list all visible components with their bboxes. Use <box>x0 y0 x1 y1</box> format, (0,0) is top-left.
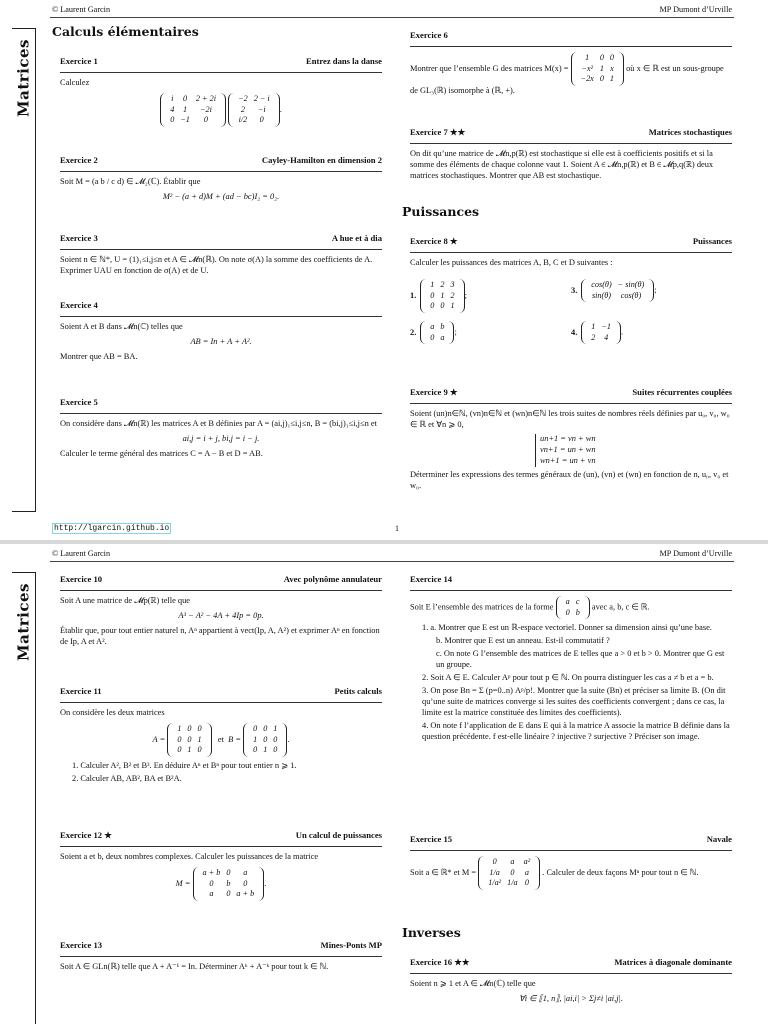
question-1c: c. On note G l’ensemble des matrices de E telles que a > 0 et b > 0. Montrer que G est un groupe. <box>436 649 725 670</box>
exercise-formula: A³ − A² − 4A + 4Ip = 0p. <box>178 611 264 621</box>
exercise-9 <box>410 387 732 492</box>
question-2: 2. Calculer AB, AB², BA et B²A. <box>72 773 182 783</box>
exercise-13 <box>60 940 382 973</box>
exercise-text: Montrer que l’ensemble G des matrices M(x) = <box>410 64 569 74</box>
matrix-a-item: 1. 1 2 3 0 1 2 0 0 1 ; <box>410 279 571 313</box>
exercise-formula: ai,j = i + j, bi,j = i − j. <box>182 434 260 444</box>
exercise-text-2: Montrer que AB = BA. <box>60 352 138 362</box>
matrix-form: a c 0 b <box>556 596 590 619</box>
exercise-text-2: Établir que, pour tout entier naturel n, Aⁿ appartient à vect(Ip, A, A²) et exprimer Aⁿ en fonction de Ip, A et A². <box>60 626 380 646</box>
exercise-number: Exercice 9 ★ <box>410 387 458 397</box>
section-title-inverses: Inverses <box>402 925 461 940</box>
exercise-title: A hue et à dia <box>331 233 382 243</box>
matrix-c-item: 3. cos(θ) − sin(θ) sin(θ) cos(θ) ; <box>571 279 732 313</box>
exercise-text-2: avec a, b, c ∈ ℝ. <box>591 602 650 612</box>
exercise-text: Calculer les puissances des matrices A, B, C et D suivantes : <box>410 258 613 268</box>
exercise-number: Exercice 8 ★ <box>410 236 458 246</box>
exercise-number: Exercice 2 <box>60 155 98 165</box>
exercise-number: Exercice 15 <box>410 834 453 844</box>
exercise-title: Puissances <box>692 236 732 246</box>
exercise-number: Exercice 11 <box>60 686 102 696</box>
page-header <box>52 5 732 16</box>
exercise-11: Exercice 11 Petits calculs On considère les deux matrices A = 1 0 0 0 0 1 0 1 0 et B = 0 0 1 1 0 0 0 1 0 . 1. Calculer A², B² et B³. En déduire Aⁿ et Bⁿ pour tout entier n ⩾ 1. 2. Calculer AB, AB², BA et B²A. <box>60 686 382 783</box>
matrix-m: 0 a a² 1/a 0 a 1/a² 1/a 0 <box>478 856 540 890</box>
exercise-number: Exercice 13 <box>60 940 103 950</box>
header-rule <box>50 17 734 18</box>
header-school: MP Dumont d’Urville <box>659 549 732 558</box>
exercise-formula: M² − (a + d)M + (ad − bc)I₂ = 0₂. <box>162 192 280 202</box>
exercise-title: Cayley-Hamilton en dimension 2 <box>261 155 382 165</box>
side-tab <box>12 572 36 1024</box>
exercise-title: Petits calculs <box>334 686 382 696</box>
exercise-1: Exercice 1 Entrez dans la danse Calculez i 0 2 + 2i 4 1 −2i 0 −1 0 −2 2 − i 2 −i i/2 0 . <box>60 56 382 127</box>
section-title-puissances: Puissances <box>402 204 480 219</box>
exercise-number: Exercice 5 <box>60 397 98 407</box>
question-1a: 1. a. Montrer que E est un ℝ-espace vectoriel. Donner sa dimension ainsi qu’une base. <box>422 623 712 633</box>
question-2: 2. Soit A ∈ E. Calculer Aᵖ pour tout p ∈ ℕ. On pourra distinguer les cas a ≠ b et a = b. <box>422 673 714 683</box>
exercise-title: Mines-Ponts MP <box>320 940 382 950</box>
matrix-m: a + b 0 a 0 b 0 a 0 a + b <box>193 867 265 901</box>
header-school: MP Dumont d’Urville <box>659 5 732 14</box>
matrix-a: 1 0 0 0 0 1 0 1 0 <box>167 723 211 757</box>
header-author: © Laurent Garcin <box>52 5 111 14</box>
matrix-b: 0 0 1 1 0 0 0 1 0 <box>243 723 287 757</box>
exercise-text: Soit M = (a b / c d) ∈ 𝓜₂(ℂ). Établir que <box>60 177 201 187</box>
page-number: 1 <box>395 524 399 533</box>
side-tab <box>12 28 36 512</box>
exercise-text: On dit qu’une matrice de 𝓜n,p(ℝ) est stochastique si elle est à coefficients positifs et si la somme des éléments de chaque colonne vaut 1. Soient A ∈ 𝓜n,p(ℝ) et B ∈ 𝓜p,q(ℝ) deux matrices stochastiques. Montrer que AB est stochastique. <box>410 149 714 181</box>
exercise-6 <box>410 30 732 97</box>
exercise-number: Exercice 3 <box>60 233 98 243</box>
recurrence-system: un+1 = vn + wn vn+1 = un + wn wn+1 = un + vn <box>535 434 732 467</box>
exercise-number: Exercice 4 <box>60 300 98 310</box>
exercise-title: Matrices à diagonale dominante <box>614 957 732 967</box>
header-author: © Laurent Garcin <box>52 549 111 558</box>
exercise-text: Soit A une matrice de 𝓜p(ℝ) telle que <box>60 596 190 606</box>
page-2 <box>0 544 768 1024</box>
exercise-number: Exercice 6 <box>410 30 448 40</box>
matrix-d-item: 4. 1 −1 2 4 . <box>571 321 732 344</box>
question-1b: b. Montrer que E est un anneau. Est-il commutatif ? <box>436 636 610 646</box>
exercise-number: Exercice 16 ★★ <box>410 957 470 967</box>
exercise-3 <box>60 233 382 277</box>
exercise-title: Suites récurrentes couplées <box>632 387 732 397</box>
exercise-2 <box>60 155 382 207</box>
exercise-text: Soient n ∈ ℕ*, U = (1)₁≤i,j≤n et A ∈ 𝓜n(ℝ). On note σ(A) la somme des coefficients de A. Exprimer UAU en fonction de σ(A) et de U. <box>60 255 373 276</box>
question-1: 1. Calculer A², B² et B³. En déduire Aⁿ et Bⁿ pour tout entier n ⩾ 1. <box>72 761 297 771</box>
exercise-text: Soit a ∈ ℝ* et M = <box>410 868 477 878</box>
question-3: 3. On pose Bn = Σ (p=0..n) Aᵖ/p!. Montrer que la suite (Bn) et préciser sa limite B. (On dit qu’une suite de matrices converge si les suites des coefficients convergent ; dans ce cas, la limite est la matrice constituée des limites des coefficients). <box>422 686 726 717</box>
exercise-text: Soit E l’ensemble des matrices de la forme <box>410 602 554 612</box>
exercise-text: Calculez <box>60 78 90 88</box>
exercise-title: Un calcul de puissances <box>295 830 382 840</box>
exercise-formula: ∀i ∈ ⟦1, n⟧, |ai,i| > Σj≠i |ai,j|. <box>519 994 623 1004</box>
exercise-text: On considère dans 𝓜n(ℝ) les matrices A et B définies par A = (ai,j)₁≤i,j≤n, B = (bi,j)₁≤i,j≤n et <box>60 419 377 429</box>
exercise-text: Soient A et B dans 𝓜n(ℂ) telles que <box>60 322 183 332</box>
exercise-15 <box>410 834 732 890</box>
exercise-formula: AB = In + A + A². <box>190 337 252 347</box>
exercise-12: Exercice 12 ★ Un calcul de puissances Soient a et b, deux nombres complexes. Calculer les puissances de la matrice M = a + b 0 a 0 b 0 a 0 a + b . <box>60 830 382 901</box>
exercise-text-2: Déterminer les expressions des termes généraux de (un), (vn) et (wn) en fonction de n, u₀, v₀ et w₀. <box>410 469 729 490</box>
question-4: 4. On note f l’application de E dans E qui à la matrice A associe la matrice B définie dans la question précédente. f est-elle linéaire ? injective ? surjective ? Préciser son image. <box>422 720 730 741</box>
exercise-title: Matrices stochastiques <box>648 127 732 137</box>
exercise-text: Soient a et b, deux nombres complexes. Calculer les puissances de la matrice <box>60 852 319 862</box>
matrix-b-item: 2. a b 0 a ; <box>410 321 571 344</box>
exercise-text: Soient (un)n∈ℕ, (vn)n∈ℕ et (wn)n∈ℕ les trois suites de nombres réels définies par u₀, v₀, w₀ ∈ ℝ et ∀n ⩾ 0, <box>410 409 730 430</box>
matrix-right: −2 2 − i 2 −i i/2 0 <box>228 93 280 127</box>
exercise-7 <box>410 127 732 182</box>
exercise-title: Avec polynôme annulateur <box>283 574 382 584</box>
exercise-text: Soient n ⩾ 1 et A ∈ 𝓜n(ℂ) telle que <box>410 979 536 989</box>
exercise-text-2: . Calculer de deux façons Mⁿ pour tout n ∈ ℕ. <box>542 868 699 878</box>
exercise-8 <box>410 236 732 344</box>
page-header <box>52 549 732 560</box>
exercise-14 <box>410 574 732 745</box>
exercise-16 <box>410 957 732 1009</box>
exercise-number: Exercice 1 <box>60 56 98 66</box>
side-tab-label: Matrices <box>13 583 32 661</box>
exercise-text-2: où x ∈ ℝ est un sous-groupe de GL₃(ℝ) isomorphe à (ℝ, +). <box>410 64 724 96</box>
exercise-5 <box>60 397 382 460</box>
exercise-10 <box>60 574 382 648</box>
exercise-title: Entrez dans la danse <box>305 56 382 66</box>
exercise-text-2: Calculer le terme général des matrices C = A − B et D = AB. <box>60 449 263 459</box>
exercise-number: Exercice 12 ★ <box>60 830 112 840</box>
exercise-title: Navale <box>706 834 732 844</box>
section-title-calculs: Calculs élémentaires <box>52 24 199 39</box>
exercise-text: Soit A ∈ GLn(ℝ) telle que A + A⁻¹ = In. Déterminer Aᵏ + A⁻ᵏ pour tout k ∈ ℕ. <box>60 962 329 972</box>
footer-link[interactable]: http://lgarcin.github.io <box>54 524 170 533</box>
side-tab-label: Matrices <box>13 39 32 117</box>
exercise-4 <box>60 300 382 363</box>
header-rule <box>50 561 734 562</box>
exercise-number: Exercice 7 ★★ <box>410 127 466 137</box>
exercise-number: Exercice 10 <box>60 574 103 584</box>
matrix-left: i 0 2 + 2i 4 1 −2i 0 −1 0 <box>160 93 226 127</box>
exercise-text: On considère les deux matrices <box>60 708 165 718</box>
exercise-number: Exercice 14 <box>410 574 453 584</box>
matrix-mx: 1 0 0 −x² 1 x −2x 0 1 <box>571 52 624 86</box>
